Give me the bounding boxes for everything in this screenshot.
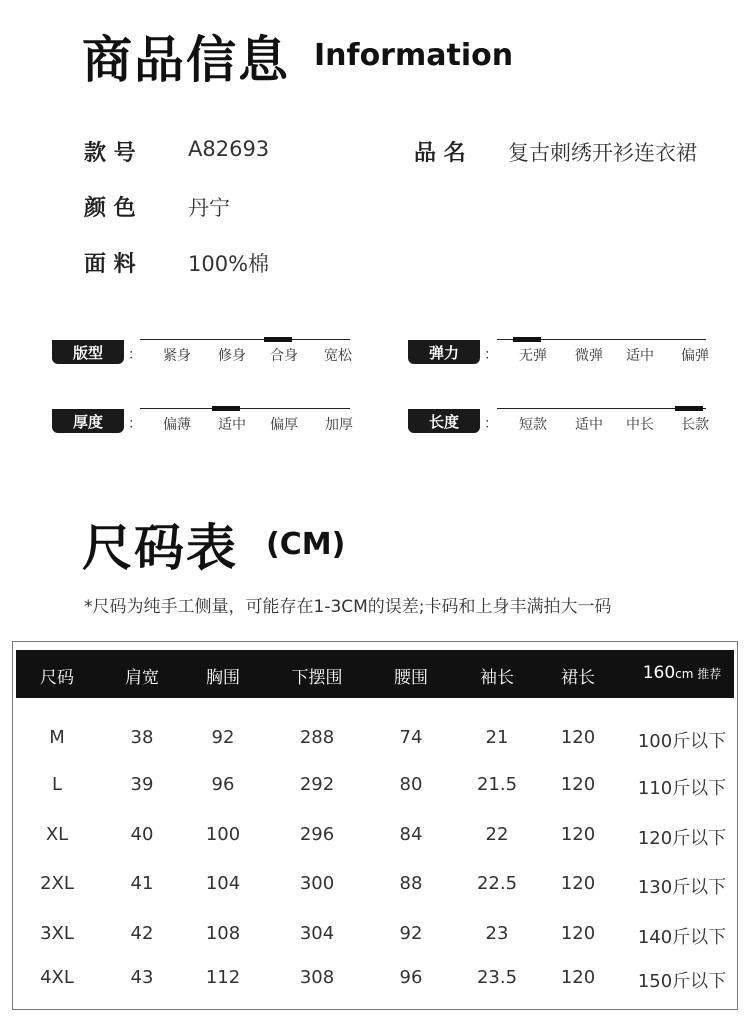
table-cell: 23.5 — [476, 967, 518, 988]
attr-option: 偏厚 — [270, 417, 298, 433]
attr-tag-2: 厚度 — [52, 409, 124, 433]
table-header-cell: 裙长 — [561, 668, 595, 688]
attr-option: 紧身 — [163, 348, 191, 364]
attr-option: 偏弹 — [681, 348, 709, 364]
attr-selected-marker — [264, 337, 292, 342]
table-cell: 38 — [130, 727, 154, 748]
table-header-recommend — [643, 663, 722, 683]
table-header-cell: 袖长 — [480, 668, 514, 688]
attr-option: 中长 — [626, 417, 654, 433]
table-cell: 21 — [485, 727, 509, 748]
recommend-unit: cm — [675, 667, 694, 681]
table-header-cell: 腰围 — [394, 668, 428, 688]
attr-option: 适中 — [218, 417, 246, 433]
attr-selected-marker — [513, 337, 541, 342]
table-cell: 43 — [130, 967, 154, 988]
table-cell: 88 — [399, 873, 423, 894]
table-cell: 288 — [299, 727, 335, 748]
table-cell: 92 — [211, 727, 235, 748]
recommend-suffix: 推荐 — [693, 667, 722, 681]
attr-option: 合身 — [270, 348, 298, 364]
table-cell: 84 — [399, 824, 423, 845]
size-label-cell: L — [51, 774, 63, 795]
table-cell: 22 — [485, 824, 509, 845]
attr-option: 无弹 — [519, 348, 547, 364]
info-title-cn: 商品信息 — [82, 31, 290, 89]
size-label-cell: 2XL — [40, 873, 74, 894]
attr-tag-0: 版型 — [52, 340, 124, 364]
table-cell: 40 — [130, 824, 154, 845]
style-no-value: A82693 — [188, 137, 270, 161]
table-header-cell: 胸围 — [206, 668, 240, 688]
attr-selected-marker — [675, 406, 703, 411]
table-cell: 130斤以下 — [637, 877, 727, 898]
table-cell: 120 — [560, 923, 596, 944]
table-cell: 22.5 — [476, 873, 518, 894]
table-cell: 96 — [399, 967, 423, 988]
table-cell: 300 — [299, 873, 335, 894]
table-cell: 41 — [130, 873, 154, 894]
table-cell: 120 — [560, 967, 596, 988]
table-cell: 112 — [205, 967, 241, 988]
table-cell: 120 — [560, 824, 596, 845]
table-cell: 120 — [560, 727, 596, 748]
table-cell: 100斤以下 — [637, 731, 727, 752]
size-label-cell: 3XL — [40, 923, 74, 944]
attr-option: 宽松 — [324, 348, 352, 364]
fabric-label: 面 料 — [84, 252, 136, 277]
size-label-cell: XL — [45, 824, 69, 845]
attr-colon: ： — [484, 416, 498, 432]
fabric-value: 100%棉 — [188, 252, 270, 276]
table-cell: 104 — [205, 873, 241, 894]
table-header-cell: 尺码 — [40, 668, 74, 688]
size-table-header — [16, 650, 734, 698]
table-cell: 304 — [299, 923, 335, 944]
size-note: *尺码为纯手工侧量，可能存在1-3CM的误差;卡码和上身丰满拍大一码 — [84, 597, 612, 617]
attr-selected-marker — [212, 406, 240, 411]
table-cell: 110斤以下 — [637, 778, 727, 799]
table-header-cell: 下摆围 — [291, 668, 343, 688]
info-title-en: Information — [314, 38, 514, 73]
table-header-cell: 肩宽 — [125, 668, 159, 688]
attr-tag-3: 长度 — [408, 409, 480, 433]
table-cell: 100 — [205, 824, 241, 845]
table-cell: 292 — [299, 774, 335, 795]
table-cell: 23 — [485, 923, 509, 944]
attr-option: 短款 — [519, 417, 547, 433]
table-cell: 108 — [205, 923, 241, 944]
recommend-height: 160 — [642, 663, 676, 683]
attr-option: 适中 — [575, 417, 603, 433]
table-cell: 96 — [211, 774, 235, 795]
table-cell: 120斤以下 — [637, 828, 727, 849]
table-cell: 21.5 — [476, 774, 518, 795]
color-value: 丹宁 — [188, 196, 230, 220]
table-cell: 150斤以下 — [637, 971, 727, 992]
product-name-label: 品 名 — [414, 141, 466, 166]
attr-colon: ： — [128, 416, 142, 432]
table-cell: 308 — [299, 967, 335, 988]
attr-option: 微弹 — [575, 348, 603, 364]
table-cell: 296 — [299, 824, 335, 845]
attr-option: 长款 — [681, 417, 709, 433]
size-label-cell: M — [49, 727, 65, 748]
attr-scale-line — [140, 339, 350, 340]
table-cell: 92 — [399, 923, 423, 944]
table-cell: 120 — [560, 873, 596, 894]
attr-option: 偏薄 — [163, 417, 191, 433]
size-label-cell: 4XL — [40, 967, 74, 988]
attr-colon: ： — [128, 347, 142, 363]
attr-tag-1: 弹力 — [408, 340, 480, 364]
attr-scale-line — [140, 408, 350, 409]
table-cell: 74 — [399, 727, 423, 748]
table-cell: 120 — [560, 774, 596, 795]
table-cell: 140斤以下 — [637, 927, 727, 948]
attr-option: 加厚 — [325, 417, 353, 433]
table-cell: 42 — [130, 923, 154, 944]
attr-option: 修身 — [218, 348, 246, 364]
color-label: 颜 色 — [84, 196, 136, 221]
table-cell: 80 — [399, 774, 423, 795]
style-no-label: 款 号 — [84, 141, 136, 166]
size-title-unit: (CM) — [266, 527, 346, 562]
attr-colon: ： — [484, 347, 498, 363]
attr-option: 适中 — [626, 348, 654, 364]
table-cell: 39 — [130, 774, 154, 795]
size-title-cn: 尺码表 — [82, 519, 238, 577]
product-name-value: 复古刺绣开衫连衣裙 — [508, 141, 697, 165]
